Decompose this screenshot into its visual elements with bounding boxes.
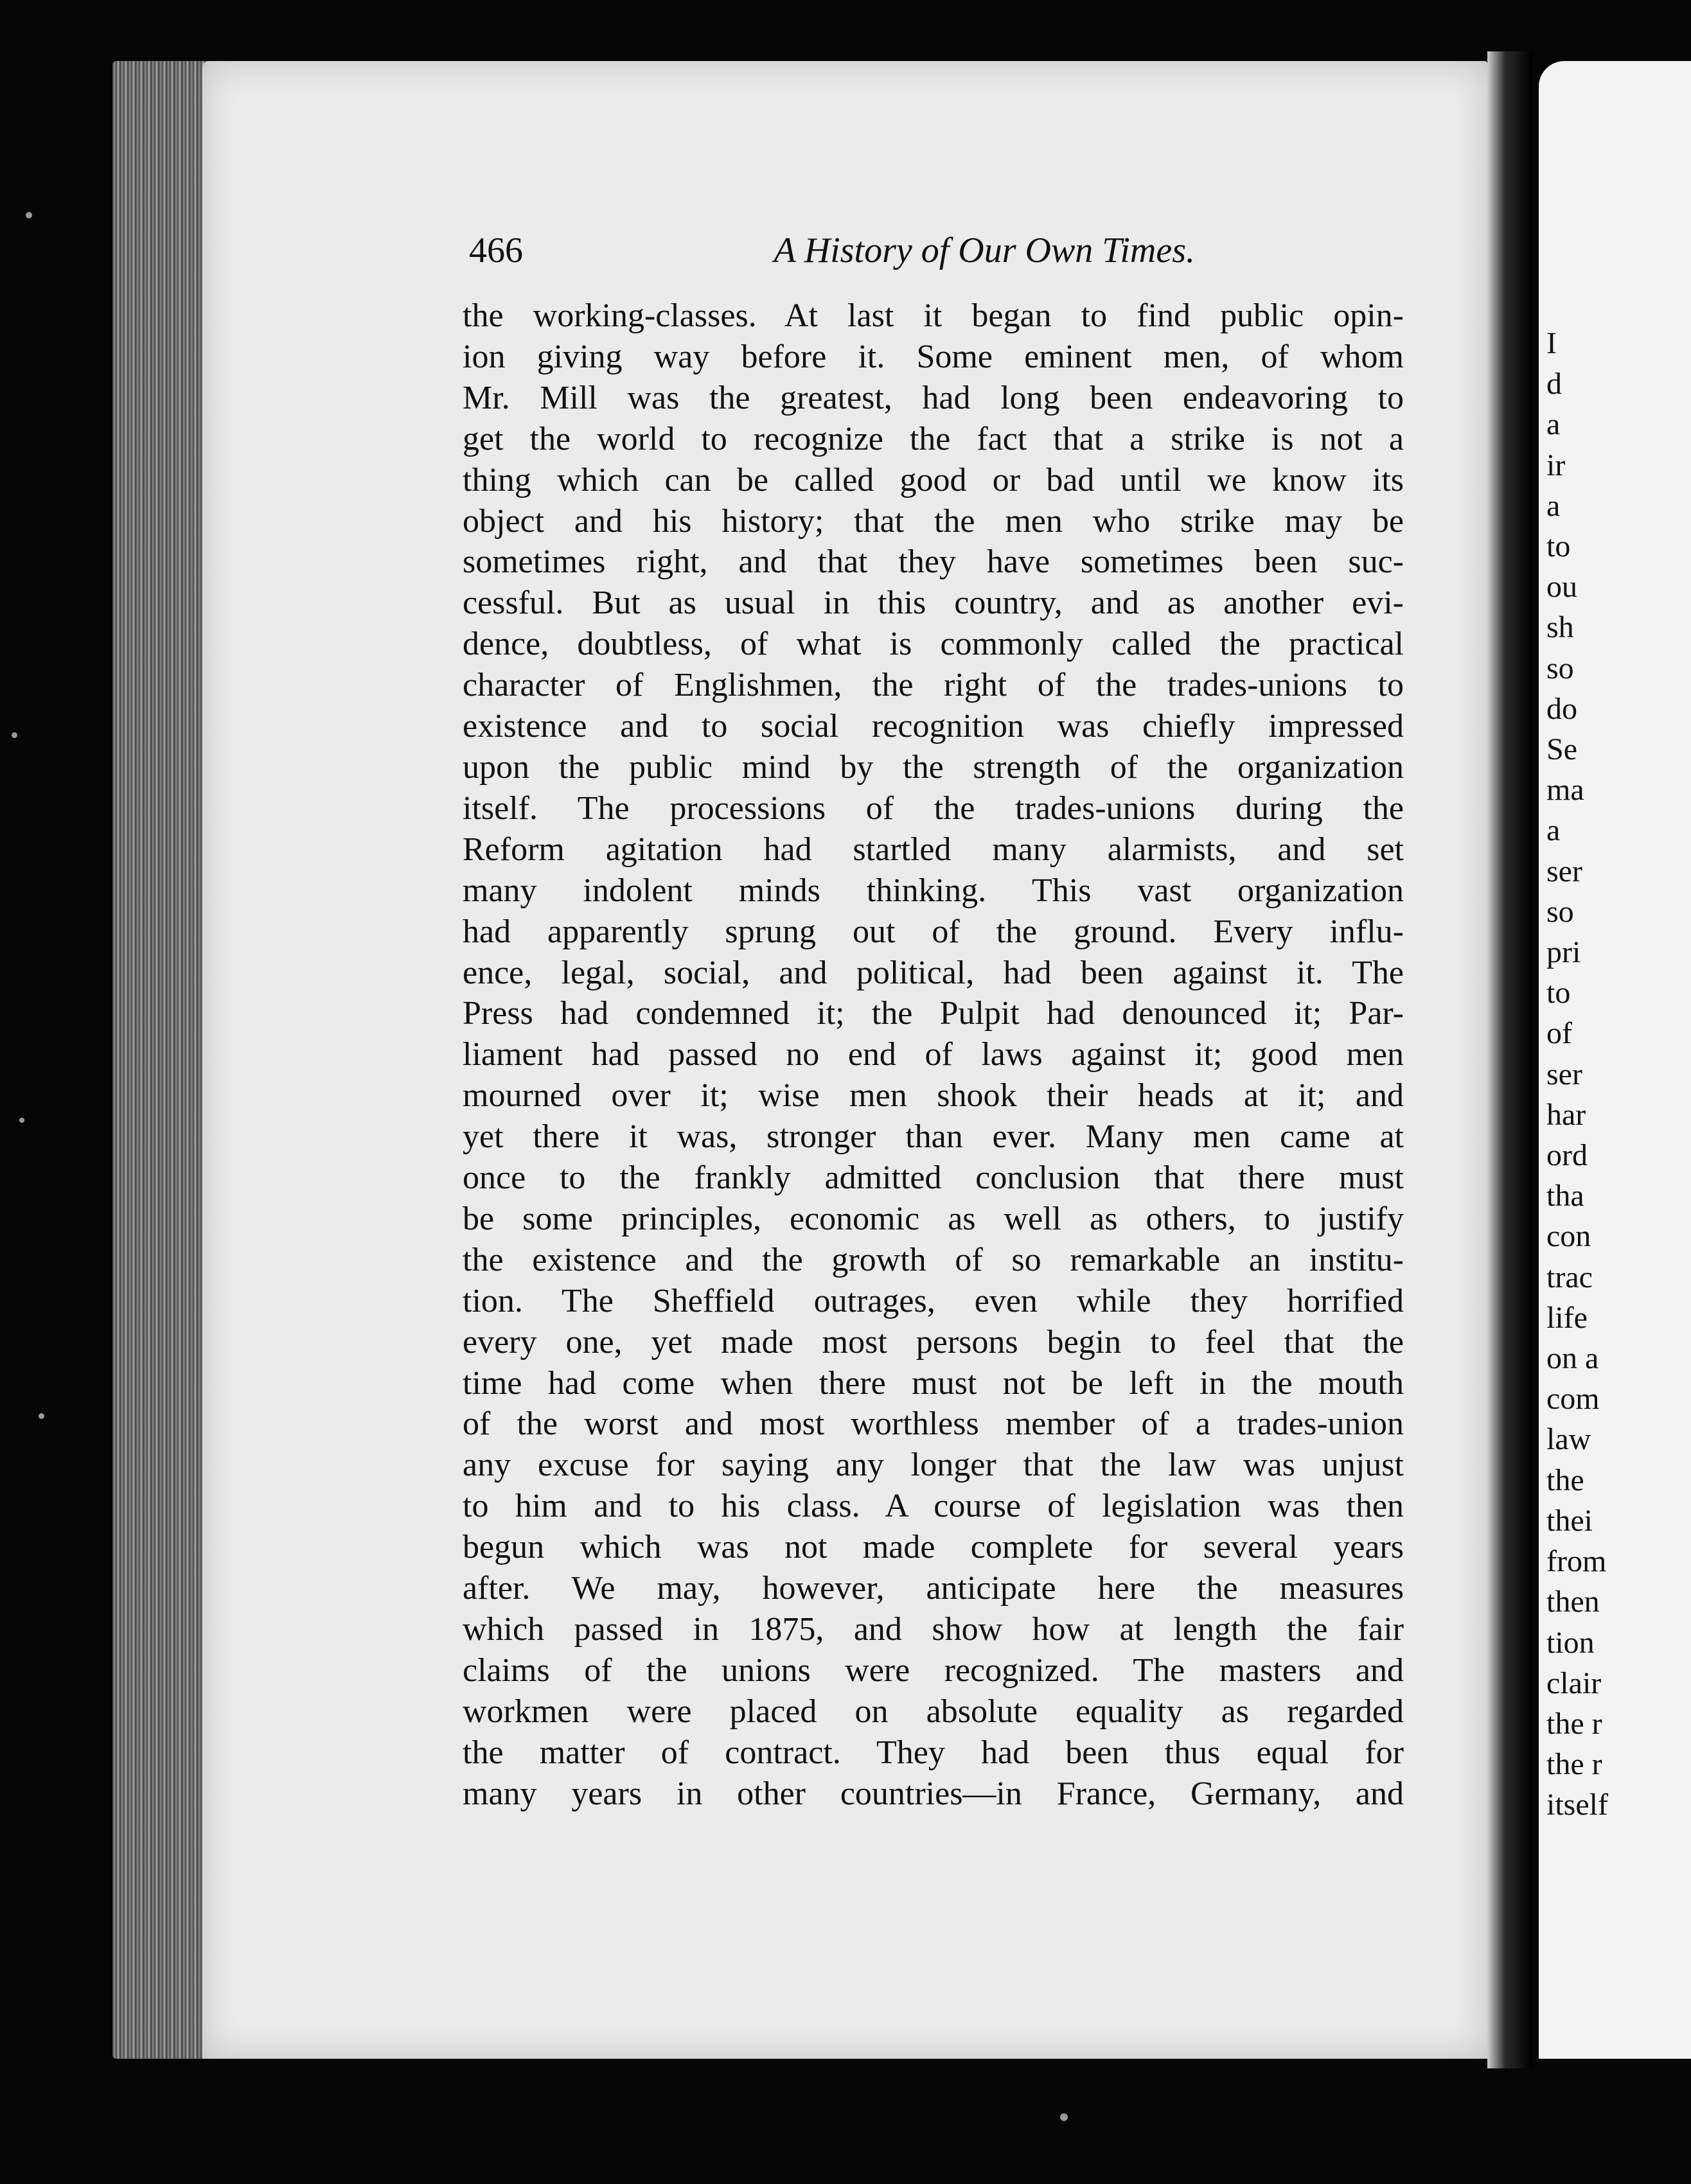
text-line: the working-classes. At last it began to find public opin- — [463, 297, 1404, 334]
text-line: object and his history; that the men who strike may be — [463, 502, 1404, 540]
right-page-fragment: life — [1546, 1300, 1588, 1335]
text-line: once to the frankly admitted conclusion that there must — [463, 1159, 1404, 1197]
text-line: character of Englishmen, the right of the trades-unions to — [463, 667, 1404, 704]
text-line: dence, doubtless, of what is commonly called the practical — [463, 626, 1404, 663]
text-line: every one, yet made most persons begin to feel that the — [463, 1323, 1404, 1361]
right-page-fragment: the r — [1546, 1706, 1602, 1741]
right-page-fragment: Se — [1546, 732, 1577, 767]
scan-speck — [19, 1118, 24, 1123]
right-page-fragment: thei — [1546, 1503, 1593, 1538]
text-line: workmen were placed on absolute equality as regarded — [463, 1693, 1404, 1730]
text-line: sometimes right, and that they have sometimes been suc- — [463, 543, 1404, 581]
page-header — [469, 225, 1195, 276]
text-line: Press had condemned it; the Pulpit had denounced it; Par- — [463, 995, 1404, 1032]
right-page-fragment: of — [1546, 1016, 1572, 1051]
right-page-fragment: to — [1546, 529, 1571, 564]
scan-speck — [39, 1413, 44, 1419]
right-page-fragment: I — [1546, 326, 1557, 360]
right-page-fragment: ord — [1546, 1138, 1588, 1173]
text-line: ence, legal, social, and political, had been against it. The — [463, 954, 1404, 991]
right-page-fragment: itself — [1546, 1788, 1608, 1822]
text-line: begun which was not made complete for several years — [463, 1529, 1404, 1566]
right-page-fragment: then — [1546, 1585, 1600, 1619]
right-page-fragment: a — [1546, 407, 1561, 442]
right-page-fragment: ser — [1546, 854, 1582, 888]
right-page-fragment: the — [1546, 1463, 1584, 1497]
text-line: many years in other countries—in France, Germany, and — [463, 1775, 1404, 1812]
body-text — [463, 295, 1404, 1815]
right-page-fragment: con — [1546, 1219, 1591, 1254]
right-page-fragment: so — [1546, 651, 1574, 685]
text-line: the matter of contract. They had been thus equal for — [463, 1734, 1404, 1771]
text-line: many indolent minds thinking. This vast organization — [463, 872, 1404, 909]
text-line: be some principles, economic as well as others, to justify — [463, 1200, 1404, 1237]
right-page-fragment: from — [1546, 1544, 1607, 1579]
text-line: yet there it was, stronger than ever. Many men came at — [463, 1118, 1404, 1156]
text-line: any excuse for saying any longer that the law was unjust — [463, 1447, 1404, 1484]
right-page-fragment: a — [1546, 488, 1561, 523]
right-page-fragment: so — [1546, 894, 1574, 929]
right-page — [1539, 61, 1691, 2059]
right-page-fragment: law — [1546, 1422, 1591, 1457]
text-line: after. We may, however, anticipate here the measures — [463, 1570, 1404, 1607]
text-line: Mr. Mill was the greatest, had long been endeavoring to — [463, 379, 1404, 416]
right-page-fragment: clair — [1546, 1666, 1602, 1700]
text-line: existence and to social recognition was chiefly impressed — [463, 708, 1404, 745]
page-number: 466 — [469, 231, 523, 270]
right-page-fragment: ser — [1546, 1057, 1582, 1091]
text-line: get the world to recognize the fact that a strike is not a — [463, 420, 1404, 457]
right-page-fragment: do — [1546, 691, 1577, 726]
right-page-fragment: sh — [1546, 610, 1574, 645]
text-line: upon the public mind by the strength of the organization — [463, 748, 1404, 786]
text-line: cessful. But as usual in this country, and as another evi- — [463, 585, 1404, 622]
book-gutter — [1487, 51, 1532, 2068]
right-page-fragment: ma — [1546, 773, 1584, 807]
scan-speck — [26, 212, 32, 218]
right-page-fragment: ir — [1546, 448, 1566, 482]
text-line: ion giving way before it. Some eminent men, of whom — [463, 338, 1404, 375]
text-line: had apparently sprung out of the ground. Every influ- — [463, 913, 1404, 950]
right-page-fragment: tion — [1546, 1625, 1595, 1660]
text-line: Reform agitation had startled many alarmists, and set — [463, 831, 1404, 868]
right-page-text-fragments — [1546, 323, 1608, 1826]
right-page-fragment: com — [1546, 1382, 1600, 1416]
right-page-fragment: to — [1546, 976, 1571, 1010]
text-line: thing which can be called good or bad until we know its — [463, 461, 1404, 498]
text-line: itself. The processions of the trades-unions during the — [463, 789, 1404, 827]
right-page-fragment: trac — [1546, 1260, 1593, 1294]
right-page-fragment: d — [1546, 367, 1562, 401]
right-page-fragment: ou — [1546, 570, 1577, 604]
right-page-fragment: tha — [1546, 1179, 1584, 1213]
right-page-fragment: the r — [1546, 1747, 1602, 1782]
right-page-fragment: a — [1546, 813, 1561, 848]
text-line: mourned over it; wise men shook their heads at it; and — [463, 1077, 1404, 1114]
text-line: liament had passed no end of laws against it; good men — [463, 1036, 1404, 1073]
running-head: A History of Our Own Times. — [774, 231, 1195, 270]
scan-speck — [12, 732, 17, 738]
text-line: tion. The Sheffield outrages, even while they horrified — [463, 1282, 1404, 1319]
text-line: to him and to his class. A course of legislation was then — [463, 1488, 1404, 1525]
text-line: of the worst and most worthless member of a trades-union — [463, 1405, 1404, 1443]
text-line: the existence and the growth of so remarkable an institu- — [463, 1241, 1404, 1278]
right-page-fragment: on a — [1546, 1341, 1599, 1376]
page-edges — [112, 61, 209, 2059]
text-line: claims of the unions were recognized. The masters and — [463, 1651, 1404, 1689]
text-line: time had come when there must not be left in the mouth — [463, 1364, 1404, 1402]
right-page-fragment: pri — [1546, 935, 1581, 970]
right-page-fragment: har — [1546, 1097, 1586, 1132]
text-line: which passed in 1875, and show how at length the fair — [463, 1611, 1404, 1648]
scan-speck — [1060, 2113, 1068, 2121]
